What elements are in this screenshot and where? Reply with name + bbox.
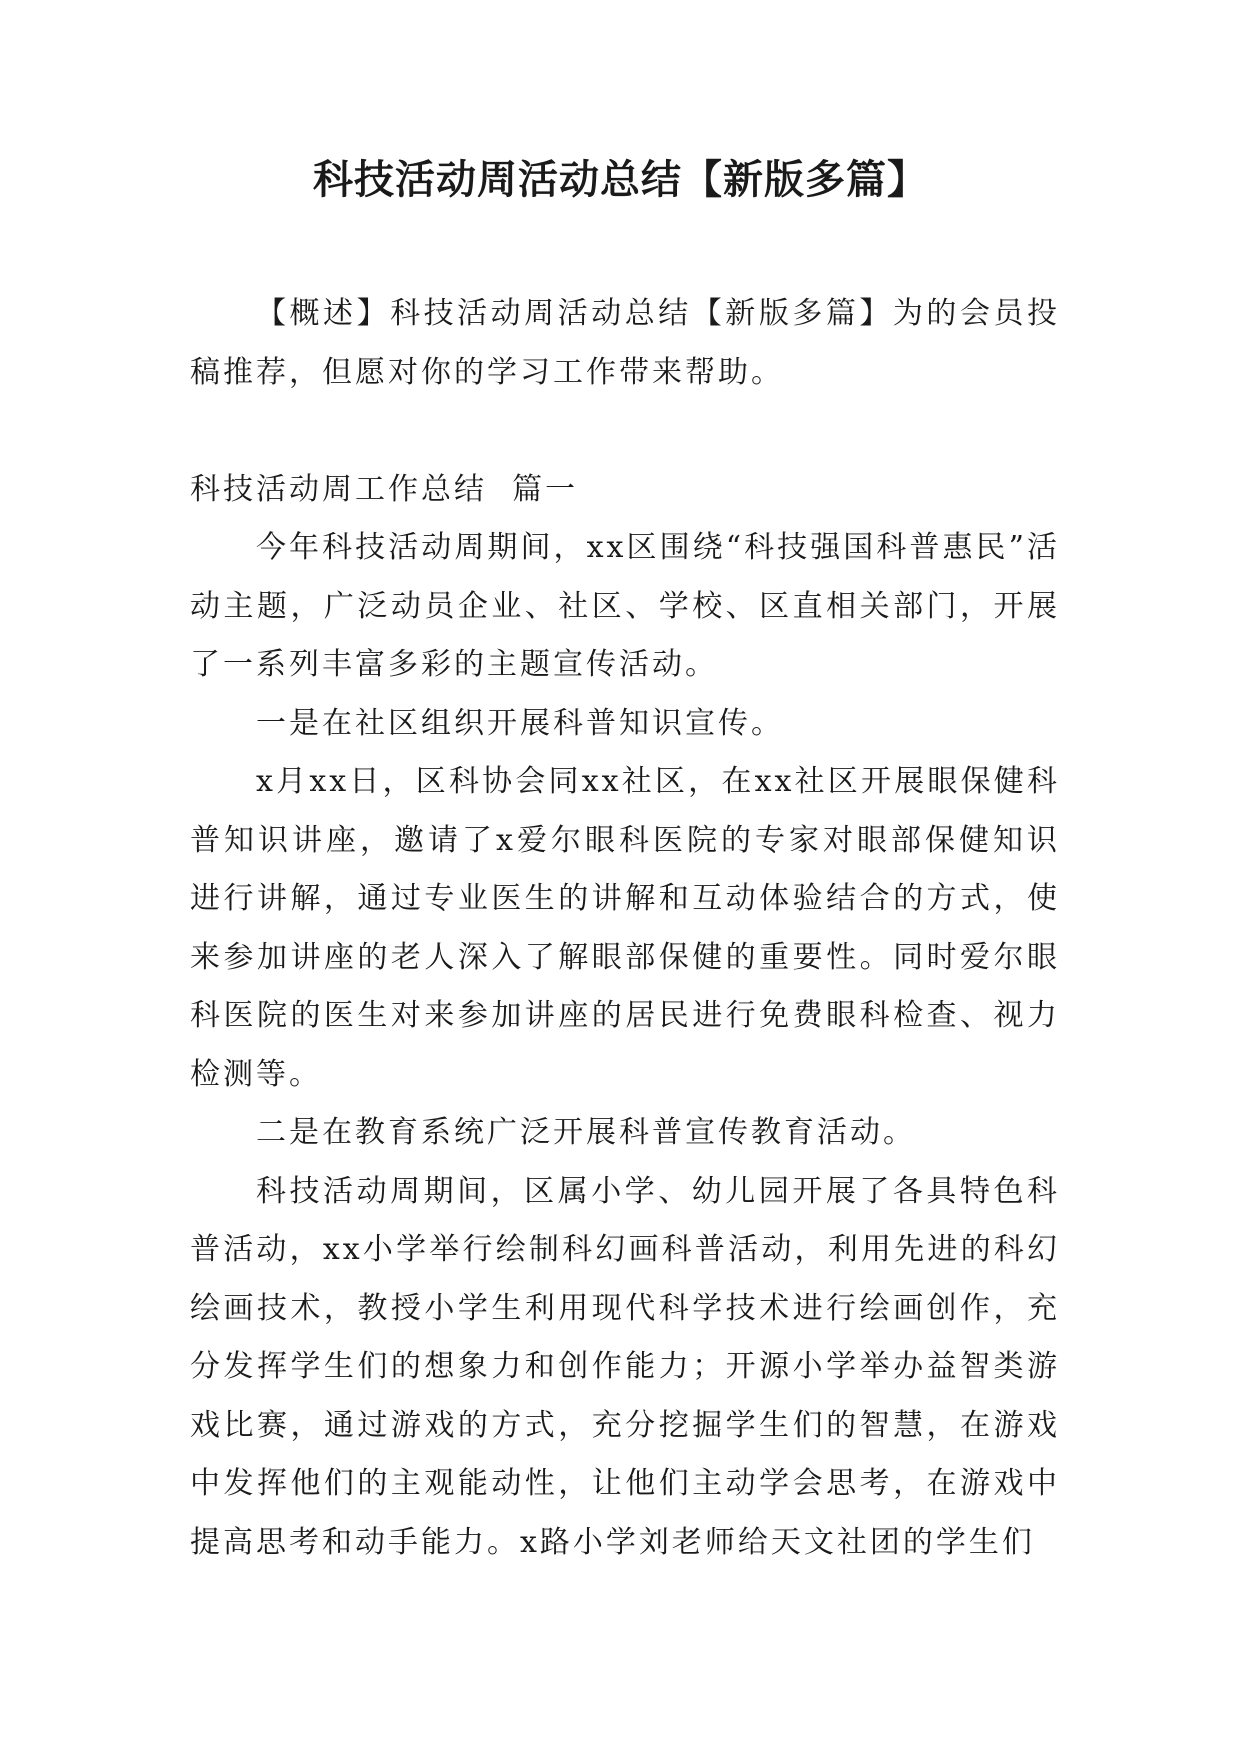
summary-paragraph: 【概述】科技活动周活动总结【新版多篇】为的会员投稿推荐，但愿对你的学习工作带来帮助。 — [190, 296, 1060, 390]
body-paragraph-2: 一是在社区组织开展科普知识宣传。 — [256, 705, 784, 741]
body-paragraph-1: 今年科技活动周期间，xx区围绕“科技强国科普惠民”活动主题，广泛动员企业、社区、学校、区直相关部门，开展了一系列丰富多彩的主题宣传活动。 — [190, 530, 1060, 682]
body-paragraph-5: 科技活动周期间，区属小学、幼儿园开展了各具特色科普活动，xx小学举行绘制科幻画科普活动，利用先进的科幻绘画技术，教授小学生利用现代科学技术进行绘画创作，充分发挥学生们的想象力和创作能力；开源小学举办益智类游戏比赛，通过游戏的方式，充分挖掘学生们的智慧，在游戏中发挥他们的主观能动性，让他们主动学会思考，在游戏中提高思考和动手能力。x路小学刘老师给天文社团的学生们 — [190, 1173, 1060, 1560]
section-heading: 科技活动周工作总结 篇一 — [190, 471, 579, 507]
document-body — [190, 285, 1060, 1572]
body-paragraph-3: x月xx日，区科协会同xx社区，在xx社区开展眼保健科普知识讲座，邀请了x爱尔眼科医院的专家对眼部保健知识进行讲解，通过专业医生的讲解和互动体验结合的方式，使来参加讲座的老人深入了解眼部保健的重要性。同时爱尔眼科医院的医生对来参加讲座的居民进行免费眼科检查、视力检测等。 — [190, 764, 1060, 1092]
body-paragraph-4: 二是在教育系统广泛开展科普宣传教育活动。 — [256, 1115, 916, 1150]
document-title: 科技活动周活动总结【新版多篇】 — [313, 157, 928, 203]
paragraph-gap — [190, 402, 1060, 461]
